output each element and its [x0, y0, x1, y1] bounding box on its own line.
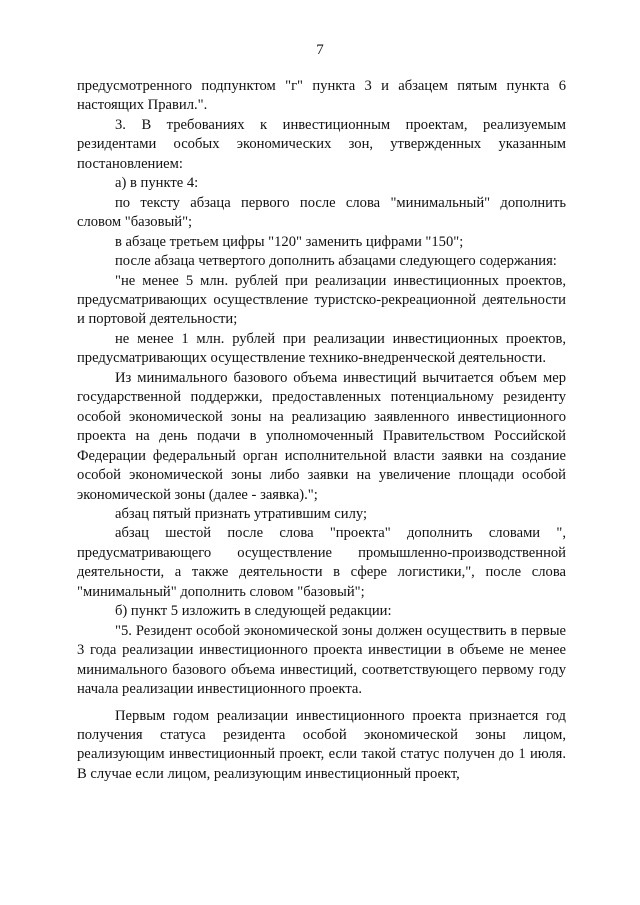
paragraph-item-5-text: "5. Резидент особой экономической зоны должен осуществить в первые 3 года реализации инвестиционного проекта инвестиции в объеме не менее минимального базового объема инвестиций, соответствующего первому году начала реализации инвестиционного проекта. [77, 622, 566, 698]
paragraph: абзац шестой после слова "проекта" дополнить словами ", предусматривающего осуществление промышленно-производственной деятельности, а также деятельности в сфере логистики,", после слова "минимальный" дополнить словом "базовый"; [77, 525, 566, 600]
paragraph: абзац пятый признать утратившим силу; [115, 505, 368, 522]
paragraph-subitem-a: а) в пункте 4: [115, 175, 199, 192]
paragraph: не менее 1 млн. рублей при реализации инвестиционных проектов, предусматривающих осуществление технико-внедренческой деятельности. [77, 330, 566, 367]
paragraph: Из минимального базового объема инвестиций вычитается объем мер государственной поддержки, предоставленных потенциальному резиденту особой экономической зоны на реализацию заявленного инвестиционного проекта на день подачи в уполномоченный Правительством Российской Федерации федеральный орган исполнительной власти заявки на создание особой экономической зоны либо заявки на увеличение площади особой экономической зоны (далее - заявка)."; [77, 369, 566, 503]
paragraph-item-3: 3. В требованиях к инвестиционным проектам, реализуемым резидентами особых экономических зон, утвержденных указанным постановлением: [77, 116, 566, 172]
paragraph: после абзаца четвертого дополнить абзацами следующего содержания: [115, 253, 557, 270]
paragraph: "не менее 5 млн. рублей при реализации инвестиционных проектов, предусматривающих осуществление туристско-рекреационной деятельности и портовой деятельности; [77, 272, 566, 328]
paragraph-continuation: предусмотренного подпунктом "г" пункта 3 и абзацем пятым пункта 6 настоящих Правил.". [77, 78, 566, 114]
paragraph-subitem-b: б) пункт 5 изложить в следующей редакции: [115, 603, 392, 620]
page-number: 7 [316, 42, 324, 58]
document-body [77, 77, 566, 784]
paragraph: Первым годом реализации инвестиционного проекта признается год получения статуса резидента особой экономической зоны лицом, реализующим инвестиционный проект, если такой статус получен до 1 июля. В случае если лицом, реализующим инвестиционный проект, [77, 707, 566, 782]
paragraph: в абзаце третьем цифры "120" заменить цифрами "150"; [115, 233, 464, 250]
paragraph: по тексту абзаца первого после слова "минимальный" дополнить словом "базовый"; [77, 194, 566, 231]
